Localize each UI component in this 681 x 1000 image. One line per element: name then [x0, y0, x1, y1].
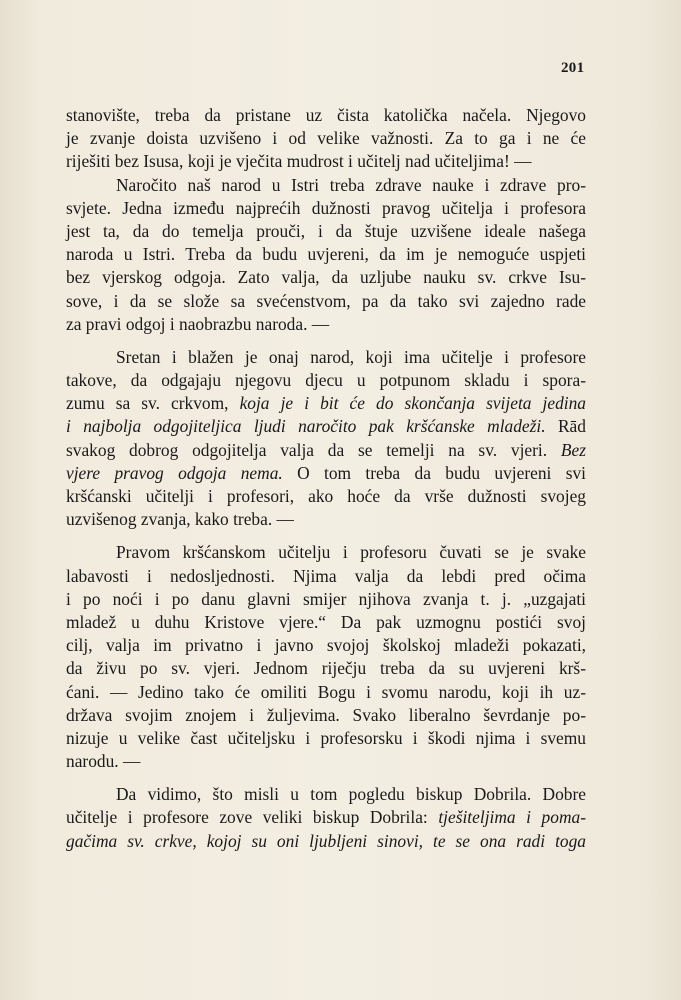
italic-text-segment: tješiteljima i poma- [438, 807, 586, 828]
text-segment: Sretan i blažen je onaj narod, koji ima učitelje i profesore [116, 346, 586, 367]
text-segment: svjete. Jedna između najprećih dužnosti pravog učitelja i profesora [66, 197, 586, 218]
text-line [66, 369, 586, 392]
text-segment: naroda u Istri. Treba da budu uvjereni, da im je nemoguće uspjeti [66, 244, 586, 265]
text-line [66, 220, 586, 243]
text-segment: narodu. — [66, 751, 141, 772]
text-segment: mladež u duhu Kristove vjere.“ Da pak uzmognu postići svoj [66, 611, 586, 632]
text-line [66, 727, 586, 750]
text-line [66, 830, 586, 853]
text-segment: Rād [545, 416, 586, 437]
text-segment: država svojim znojem i žuljevima. Svako liberalno ševrdanje po- [66, 704, 586, 725]
text-line [66, 806, 586, 829]
text-segment: bez vjerskog odgoja. Zato valja, da uzljube nauku sv. crkve Isu- [66, 267, 586, 288]
text-segment: labavosti i nedosljednosti. Njima valja da lebdi pred očima [66, 565, 586, 586]
text-line [66, 565, 586, 588]
text-segment: nizuje u velike čast učiteljsku i profesorsku i škodi njima i svemu [66, 727, 586, 748]
italic-text-segment: i najbolja odgojiteljica ljudi naročito pak kršćanske mladeži. [66, 416, 546, 437]
text-line [66, 392, 586, 415]
italic-text-segment: koja je i bit će do skončanja svijeta jedina [239, 393, 587, 414]
text-line [66, 127, 586, 150]
text-segment: učitelje i profesore zove veliki biskup Dobrila: [66, 807, 439, 828]
italic-text-segment: Bez [560, 439, 586, 460]
italic-text-segment: gačima sv. crkve, kojoj su oni ljubljeni sinovi, te se ona radi toga [66, 830, 586, 851]
text-line [66, 346, 586, 369]
text-segment: takove, da odgajaju njegovu djecu u potpunom skladu i spora- [66, 370, 586, 391]
text-line [66, 462, 586, 485]
text-segment: je zvanje doista uzvišeno i od velike važnosti. Za to ga i ne će [66, 128, 586, 149]
text-segment: Naročito naš narod u Istri treba zdrave nauke i zdrave pro- [116, 174, 586, 195]
text-segment: kršćanski učitelji i profesori, ako hoće da vrše dužnosti svojeg [66, 486, 586, 506]
text-line [66, 439, 586, 462]
text-line [66, 415, 586, 438]
page-number: 201 [561, 60, 585, 76]
text-line [66, 611, 586, 634]
text-line [66, 783, 586, 806]
text-line [66, 197, 586, 220]
text-segment: jest ta, da do temelja prouči, i da štuje uzvišene ideale našega [66, 220, 586, 241]
text-line [66, 508, 586, 531]
text-line [66, 485, 586, 508]
text-line [66, 657, 586, 680]
italic-text-segment: vjere pravog odgoja nema. [66, 462, 283, 483]
text-line [66, 174, 586, 197]
text-segment: svakog dobrog odgojitelja valja da se temelji na sv. vjeri. [66, 439, 561, 460]
text-line [66, 588, 586, 611]
text-segment: sove, i da se slože sa svećenstvom, pa da tako svi zajedno rade [66, 290, 586, 311]
text-segment: zumu sa sv. crkvom, [66, 393, 240, 414]
text-line [66, 150, 586, 173]
text-line [66, 541, 586, 564]
text-segment: da živu po sv. vjeri. Jednom riječju treba da su uvjereni krš- [66, 658, 586, 679]
text-line [66, 704, 586, 727]
body-text [66, 104, 586, 853]
text-segment: ćani. — Jedino tako će omiliti Bogu i svomu narodu, koji ih uz- [66, 681, 586, 702]
text-segment: stanovište, treba da pristane uz čista katolička načela. Njegovo [66, 105, 586, 125]
text-segment: uzvišenog zvanja, kako treba. — [66, 509, 294, 530]
text-line [66, 313, 586, 336]
text-line [66, 104, 586, 127]
text-line [66, 266, 586, 289]
text-segment: riješiti bez Isusa, koji je vječita mudrost i učitelj nad učiteljima! — [66, 151, 532, 172]
text-line [66, 290, 586, 313]
text-segment: Pravom kršćanskom učitelju i profesoru čuvati se je svake [116, 542, 586, 563]
text-segment: za pravi odgoj i naobrazbu naroda. — [66, 313, 330, 334]
text-segment: Da vidimo, što misli u tom pogledu biskup Dobrila. Dobre [116, 784, 586, 805]
text-segment: i po noći i po danu glavni smijer njihova zvanja t. j. „uzgajati [66, 588, 586, 609]
text-segment: cilj, valja im privatno i javno svojoj školskoj mladeži pokazati, [66, 635, 586, 656]
text-segment: O tom treba da budu uvjereni svi [282, 462, 586, 483]
text-line [66, 681, 586, 704]
text-line [66, 243, 586, 266]
text-line [66, 634, 586, 657]
text-line [66, 750, 586, 773]
